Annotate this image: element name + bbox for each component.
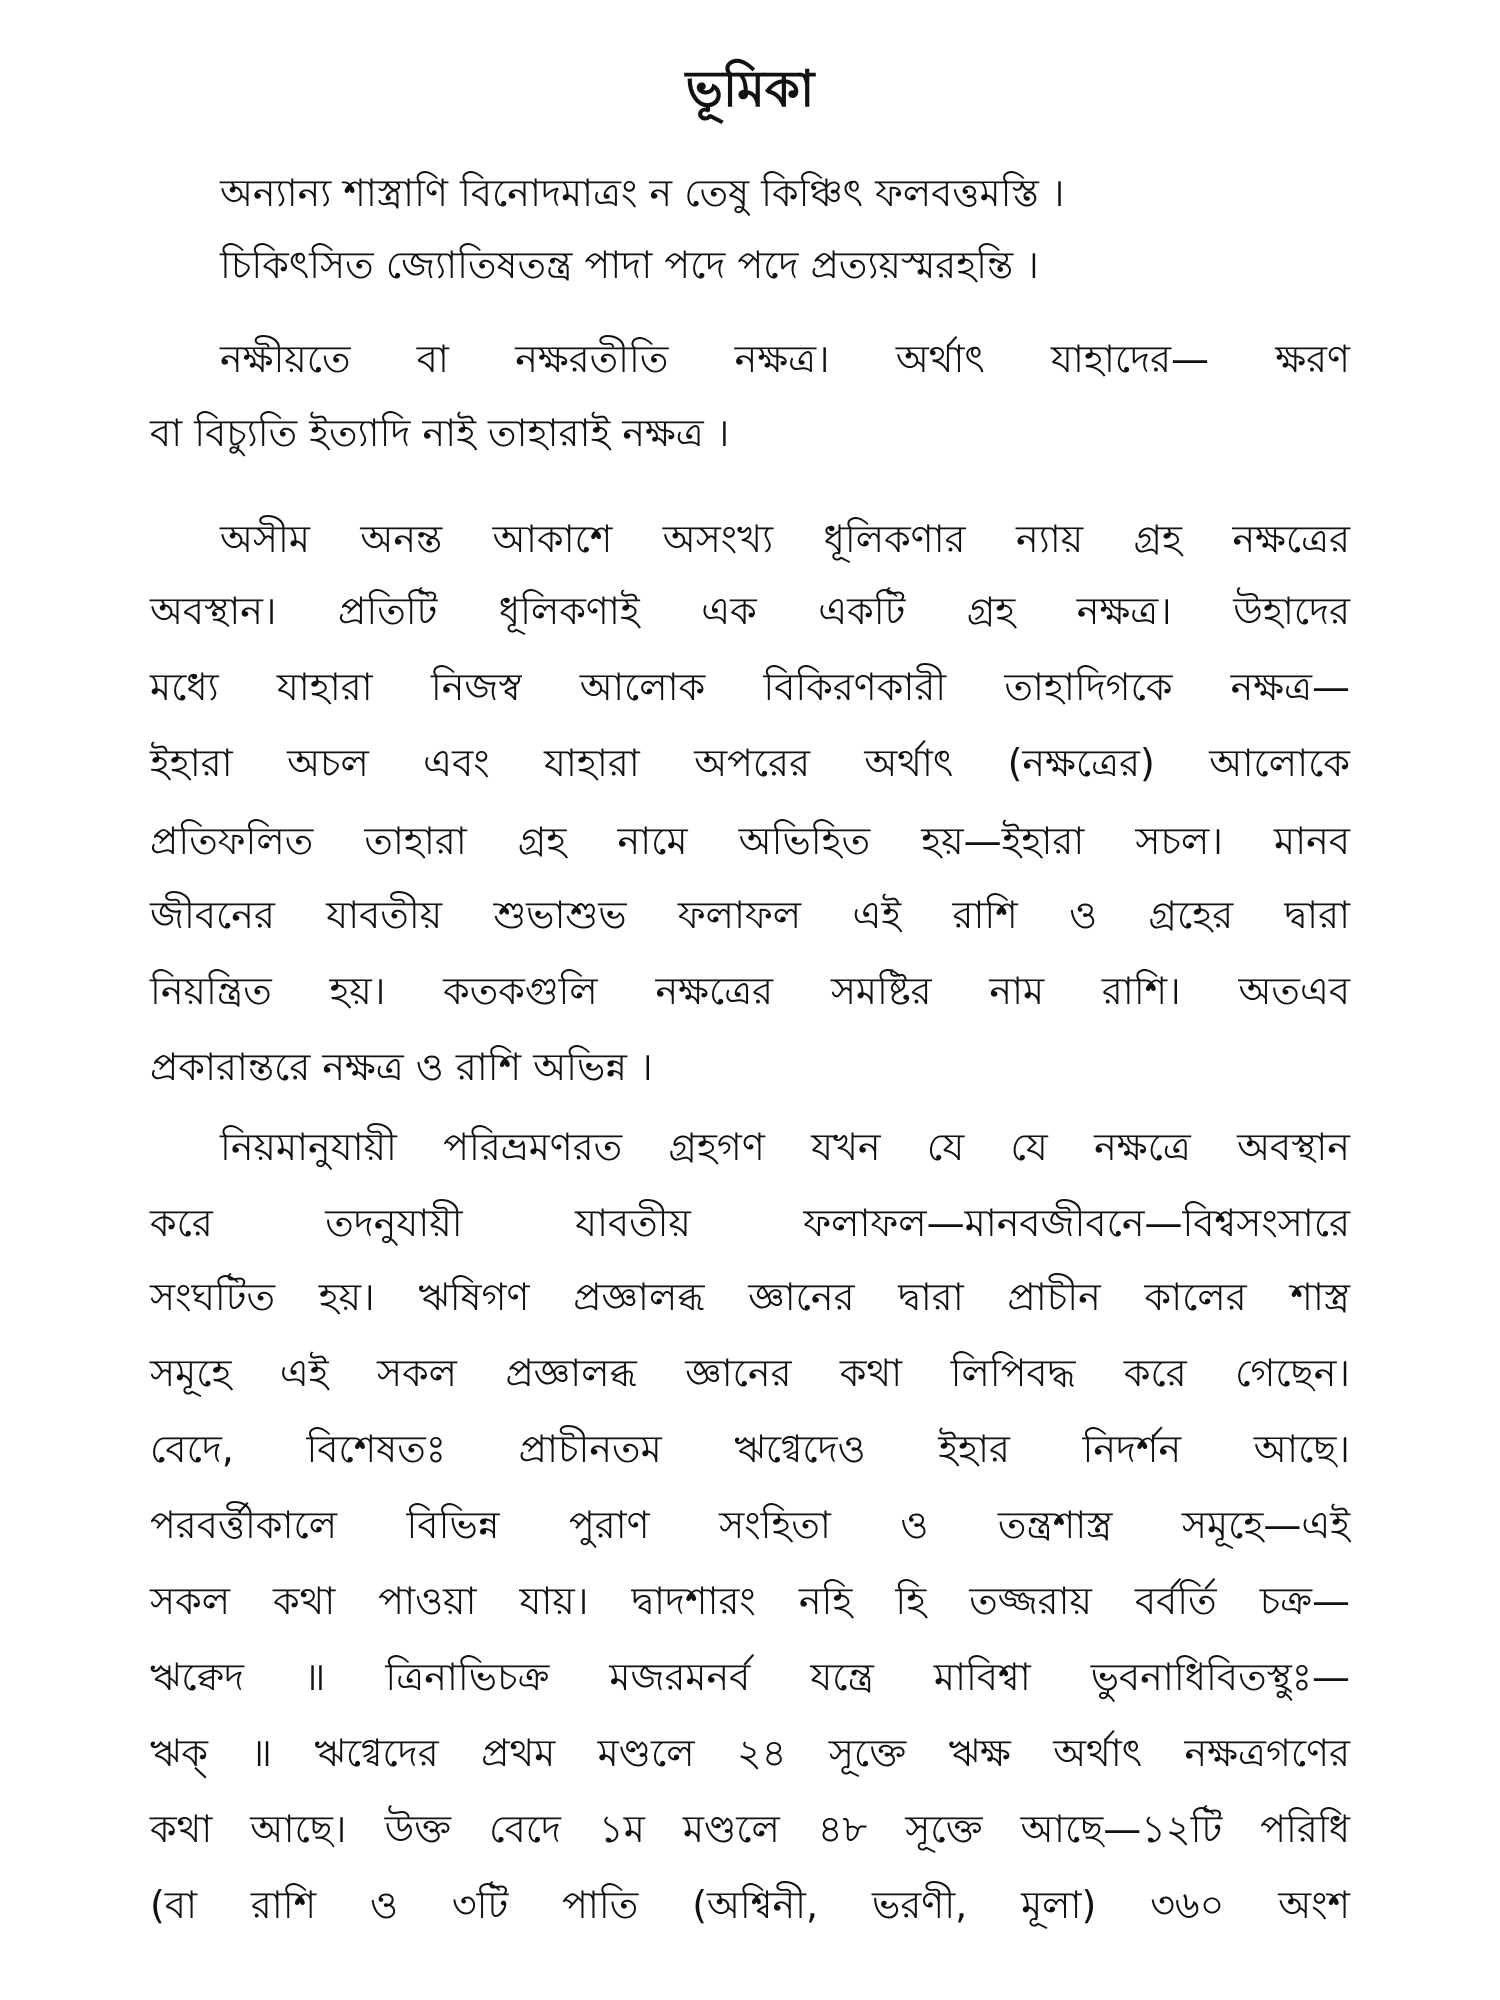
paragraph-line: নক্ষীয়তে বা নক্ষরতীতি নক্ষত্র। অর্থাৎ যাহাদের— ক্ষরণ	[220, 337, 1350, 381]
paragraph-line: ঋক্ ॥ ঋগ্বেদের প্রথম মণ্ডলে ২৪ সূক্তে ঋক্ষ অর্থাৎ নক্ষত্রগণের	[150, 1731, 1350, 1775]
paragraph-line: বা বিচ্যুতি ইত্যাদি নাই তাহারাই নক্ষত্র ।	[150, 411, 730, 455]
paragraph-line: ঋক্বেদ ॥ ত্রিনাভিচক্র মজরমনর্ব যন্ত্রে মাবিশ্বা ভুবনাধিবিতস্থুঃ—	[150, 1655, 1350, 1699]
paragraph-line: নিয়মানুযায়ী পরিভ্রমণরত গ্রহগণ যখন যে যে নক্ষত্রে অবস্থান	[220, 1125, 1350, 1169]
paragraph-line: করে তদনুযায়ী যাবতীয় ফলাফল—মানবজীবনে—বিশ্বসংসারে	[150, 1201, 1350, 1245]
paragraph-line: অবস্থান। প্রতিটি ধূলিকণাই এক একটি গ্রহ নক্ষত্র। উহাদের	[150, 589, 1350, 633]
paragraph-line: সমূহে এই সকল প্রজ্ঞালব্ধ জ্ঞানের কথা লিপিবদ্ধ করে গেছেন।	[150, 1351, 1350, 1395]
paragraph-line: কথা আছে। উক্ত বেদে ১ম মণ্ডলে ৪৮ সূক্তে আছে—১২টি পরিধি	[150, 1807, 1350, 1851]
paragraph-line: প্রকারান্তরে নক্ষত্র ও রাশি অভিন্ন ।	[150, 1045, 653, 1089]
paragraph-line: (বা রাশি ও ৩টি পাতি (অশ্বিনী, ভরণী, মূলা) ৩৬০ অংশ	[150, 1883, 1350, 1927]
paragraph-line: বেদে, বিশেষতঃ প্রাচীনতম ঋগ্বেদেও ইহার নিদর্শন আছে।	[150, 1427, 1350, 1471]
verse-line-2: চিকিৎসিত জ্যোতিষতন্ত্র পাদা পদে পদে প্রত্যয়স্মরহন্তি ।	[220, 243, 1039, 287]
paragraph-line: ইহারা অচল এবং যাহারা অপরের অর্থাৎ (নক্ষত্রের) আলোকে	[150, 741, 1350, 785]
verse-line-1: অন্যান্য শাস্ত্রাণি বিনোদমাত্রং ন তেষু কিঞ্চিৎ ফলবত্তমস্তি ।	[220, 171, 1065, 215]
paragraph-line: পরবর্ত্তীকালে বিভিন্ন পুরাণ সংহিতা ও তন্ত্রশাস্ত্র সমূহে—এই	[150, 1503, 1350, 1547]
paragraph-line: মধ্যে যাহারা নিজস্ব আলোক বিকিরণকারী তাহাদিগকে নক্ষত্র—	[150, 665, 1350, 709]
paragraph-line: অসীম অনন্ত আকাশে অসংখ্য ধূলিকণার ন্যায় গ্রহ নক্ষত্রের	[220, 517, 1350, 561]
paragraph-line: সংঘটিত হয়। ঋষিগণ প্রজ্ঞালব্ধ জ্ঞানের দ্বারা প্রাচীন কালের শাস্ত্র	[150, 1275, 1350, 1319]
paragraph-line: জীবনের যাবতীয় শুভাশুভ ফলাফল এই রাশি ও গ্রহের দ্বারা	[150, 893, 1350, 937]
paragraph-line: প্রতিফলিত তাহারা গ্রহ নামে অভিহিত হয়—ইহারা সচল। মানব	[150, 819, 1350, 863]
paragraph-line: নিয়ন্ত্রিত হয়। কতকগুলি নক্ষত্রের সমষ্টির নাম রাশি। অতএব	[150, 969, 1350, 1013]
paragraph-line: সকল কথা পাওয়া যায়। দ্বাদশারং নহি হি তজ্জরায় বর্বর্তি চক্র—	[150, 1579, 1350, 1623]
page-title: ভূমিকা	[685, 60, 815, 118]
